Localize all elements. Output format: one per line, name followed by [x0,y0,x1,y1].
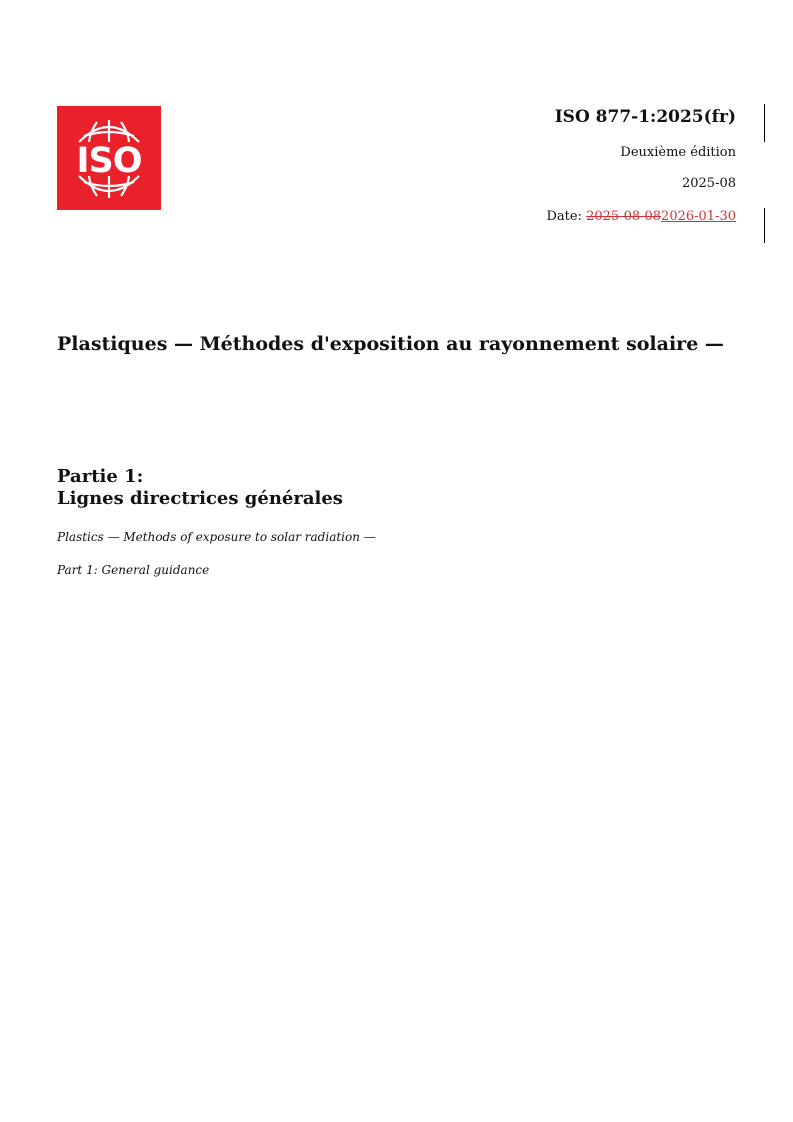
change-bar [764,104,765,142]
deleted-date: 2025-08-08 [586,209,662,224]
publication-date: 2025-08 [681,176,736,191]
date-label: Date: [546,209,582,224]
english-part-title: Part 1: General guidance [57,563,210,577]
edition: Deuxième édition [620,145,736,160]
document-id: ISO 877-1:2025(fr) [554,107,736,127]
inserted-date: 2026-01-30 [661,209,736,224]
part-number: Partie 1: [57,466,144,487]
logo-text: ISO [76,141,142,181]
english-main-title: Plastics — Methods of exposure to solar radiation — [57,530,376,544]
change-bar [764,208,765,243]
revision-date [546,209,736,224]
iso-globe-logo-icon [57,106,161,210]
part-title: Lignes directrices générales [57,488,343,509]
main-title: Plastiques — Méthodes d'exposition au rayonnement solaire — [57,333,724,355]
iso-logo [57,106,161,210]
